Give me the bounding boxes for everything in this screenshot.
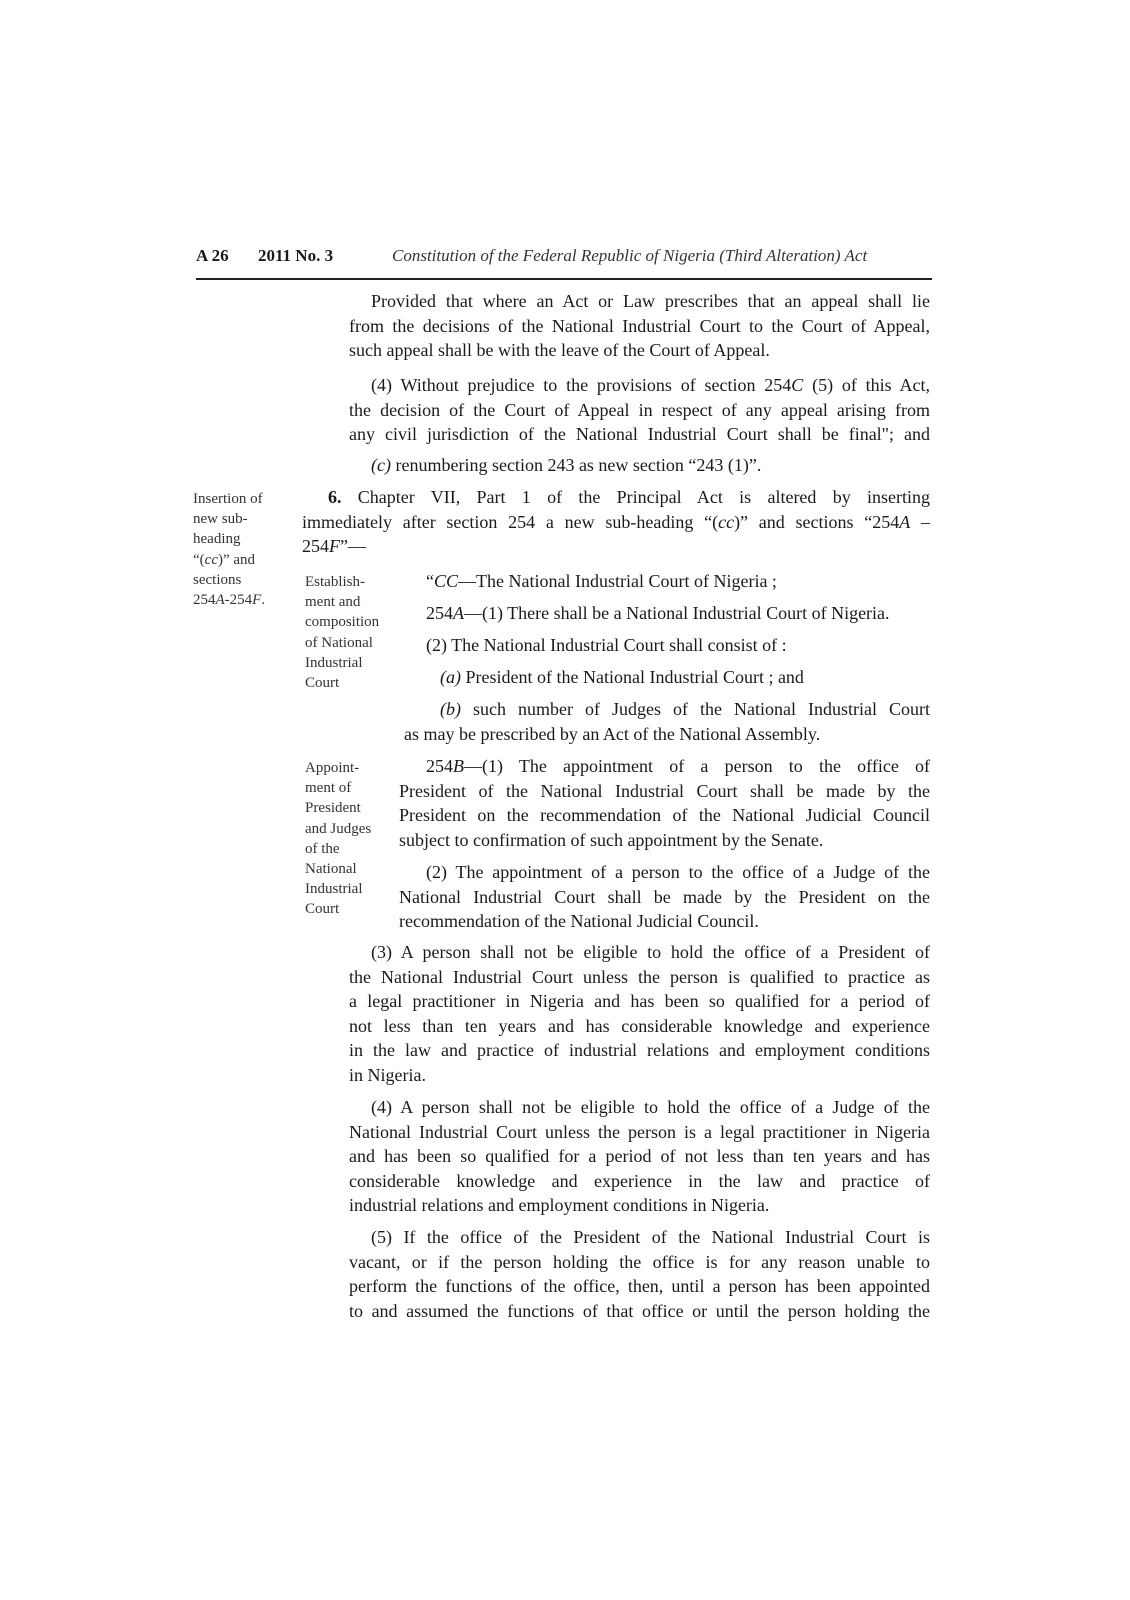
proviso-paragraph	[349, 289, 930, 363]
text-run: 254	[302, 536, 329, 557]
text-line: industrial relations and employment conditions in Nigeria.	[349, 1195, 770, 1216]
text-run: President of the National Industrial Court ; and	[461, 667, 804, 687]
text-line	[404, 697, 930, 722]
text-line: (4) A person shall not be eligible to hold the office of a Judge of the	[371, 1097, 930, 1117]
text-line: President on the recommendation of the National Judicial Council	[399, 805, 930, 826]
text-run: A	[215, 592, 225, 609]
margin-note-appointment	[305, 758, 371, 920]
margin-note-establishment	[305, 572, 379, 693]
text-run: 254	[426, 756, 453, 776]
note-line: Insertion of	[193, 491, 263, 507]
text-line: perform the functions of the office, then, until a person has been appointed	[349, 1276, 930, 1297]
note-line: President	[305, 800, 361, 817]
text-line: President of the National Industrial Court shall be made by the	[399, 780, 930, 801]
text-line	[349, 373, 930, 398]
margin-note-insertion	[193, 489, 265, 610]
text-line: (2) The appointment of a person to the office of a Judge of the	[426, 862, 930, 882]
text-line: in the law and practice of industrial relations and employment conditions	[349, 1040, 930, 1061]
text-line	[399, 754, 930, 779]
text-line: in Nigeria.	[349, 1064, 426, 1085]
section-254b-3	[349, 940, 930, 1088]
note-line: of the	[305, 840, 340, 857]
text-line: National Industrial Court unless the person is a legal practitioner in Nigeria	[349, 1121, 930, 1142]
text-run: Chapter VII, Part 1 of the Principal Act is altered by inserting	[341, 487, 930, 507]
text-line: as may be prescribed by an Act of the National Assembly.	[404, 723, 821, 744]
text-run: C	[791, 375, 804, 395]
text-line: recommendation of the National Judicial Council.	[399, 911, 759, 932]
section-254a-1	[426, 601, 890, 626]
note-line: Court	[305, 675, 340, 692]
text-line: and has been so qualified for a period of not less than ten years and has	[349, 1146, 930, 1167]
text-run: “(	[193, 551, 205, 568]
text-line: National Industrial Court shall be made by the President on the	[399, 886, 930, 907]
note-line: composition	[305, 614, 380, 631]
note-line: sections	[193, 571, 242, 588]
item-c	[371, 453, 761, 478]
note-line: heading	[193, 531, 241, 548]
text-line	[302, 534, 930, 559]
text-line: to and assumed the functions of that office or until the person holding the	[349, 1300, 930, 1321]
section-number: 6.	[328, 487, 342, 507]
text-line: not less than ten years and has considerable knowledge and experience	[349, 1015, 930, 1036]
note-line: Industrial	[305, 881, 363, 898]
text-run: )” and	[217, 551, 256, 568]
text-run: immediately after section 254 a new sub-heading “(	[302, 511, 719, 532]
note-line: and Judges	[305, 820, 372, 837]
note-line: Appoint-	[305, 760, 360, 776]
text-line	[302, 510, 930, 535]
text-run: (c)	[371, 455, 391, 475]
item-b	[404, 697, 930, 746]
note-line	[193, 550, 265, 570]
note-line: new sub-	[193, 511, 248, 528]
text-run: F	[329, 536, 340, 557]
text-line: considerable knowledge and experience in the law and practice of	[349, 1170, 930, 1191]
text-line: the decision of the Court of Appeal in respect of any appeal arising from	[349, 399, 930, 420]
text-line	[302, 485, 930, 510]
text-line: (5) If the office of the President of the National Industrial Court is	[371, 1227, 930, 1247]
text-run: —(1) There shall be a National Industrial Court of Nigeria.	[464, 603, 890, 623]
text-run: A	[899, 511, 911, 532]
text-run: 254	[193, 592, 216, 609]
section-254b-5	[349, 1225, 930, 1323]
text-run: (4) Without prejudice to the provisions of section 254	[371, 375, 792, 395]
text-line: the National Industrial Court unless the person is qualified to practice as	[349, 966, 930, 987]
note-line: of National	[305, 634, 373, 651]
text-run: 254	[426, 603, 453, 623]
section-254b-2	[399, 860, 930, 934]
text-line: subject to confirmation of such appointment by the Senate.	[399, 829, 824, 850]
text-line: a legal practitioner in Nigeria and has been so qualified for a period of	[349, 991, 930, 1012]
text-run: (5) of this Act,	[803, 375, 930, 395]
text-run: A	[453, 603, 464, 623]
text-run: F	[252, 592, 262, 609]
text-line: any civil jurisdiction of the National Industrial Court shall be final"; and	[349, 424, 930, 445]
text-run: –	[910, 511, 930, 532]
text-run: .	[261, 592, 266, 609]
text-run: such number of Judges of the National Industrial Court	[461, 699, 930, 719]
text-line: Provided that where an Act or Law prescribes that an appeal shall lie	[371, 291, 930, 311]
note-line: Court	[305, 901, 340, 918]
note-line: National	[305, 861, 357, 878]
act-number: 2011 No. 3	[258, 246, 334, 265]
header-rule	[196, 278, 932, 280]
section-6-paragraph	[302, 485, 930, 559]
note-line: ment of	[305, 780, 352, 797]
text-run: -254	[224, 592, 253, 609]
item-a	[440, 665, 804, 690]
text-run: (a)	[440, 667, 461, 687]
note-line	[193, 590, 265, 610]
text-run: B	[453, 756, 464, 776]
subsection-4-paragraph	[349, 373, 930, 447]
running-title: Constitution of the Federal Republic of Nigeria (Third Alteration) Act	[392, 246, 868, 265]
text-run: renumbering section 243 as new section “243 (1)”.	[390, 455, 762, 475]
text-line: (3) A person shall not be eligible to hold the office of a President of	[371, 942, 930, 962]
text-run: CC	[434, 571, 459, 591]
note-line: ment and	[305, 594, 361, 611]
sub-heading-cc	[426, 569, 777, 594]
note-line: Industrial	[305, 654, 363, 671]
page-number: A 26	[196, 246, 229, 265]
text-run: cc	[718, 511, 735, 532]
text-run: “	[426, 571, 434, 591]
text-run: )” and sections “254	[734, 511, 900, 532]
text-line: vacant, or if the person holding the office is for any reason unable to	[349, 1251, 930, 1272]
text-run: cc	[204, 551, 218, 568]
text-run: (b)	[440, 699, 461, 719]
note-line: Establish-	[305, 574, 365, 590]
section-254b-4	[349, 1095, 930, 1218]
text-line: from the decisions of the National Industrial Court to the Court of Appeal,	[349, 315, 930, 336]
text-run: —The National Industrial Court of Nigeria ;	[458, 571, 777, 591]
text-run: ”—	[340, 536, 366, 557]
section-254a-2: (2) The National Industrial Court shall consist of :	[426, 635, 787, 655]
text-run: —(1) The appointment of a person to the office of	[464, 756, 930, 776]
section-254b-1	[399, 754, 930, 852]
text-line: such appeal shall be with the leave of the Court of Appeal.	[349, 340, 770, 361]
